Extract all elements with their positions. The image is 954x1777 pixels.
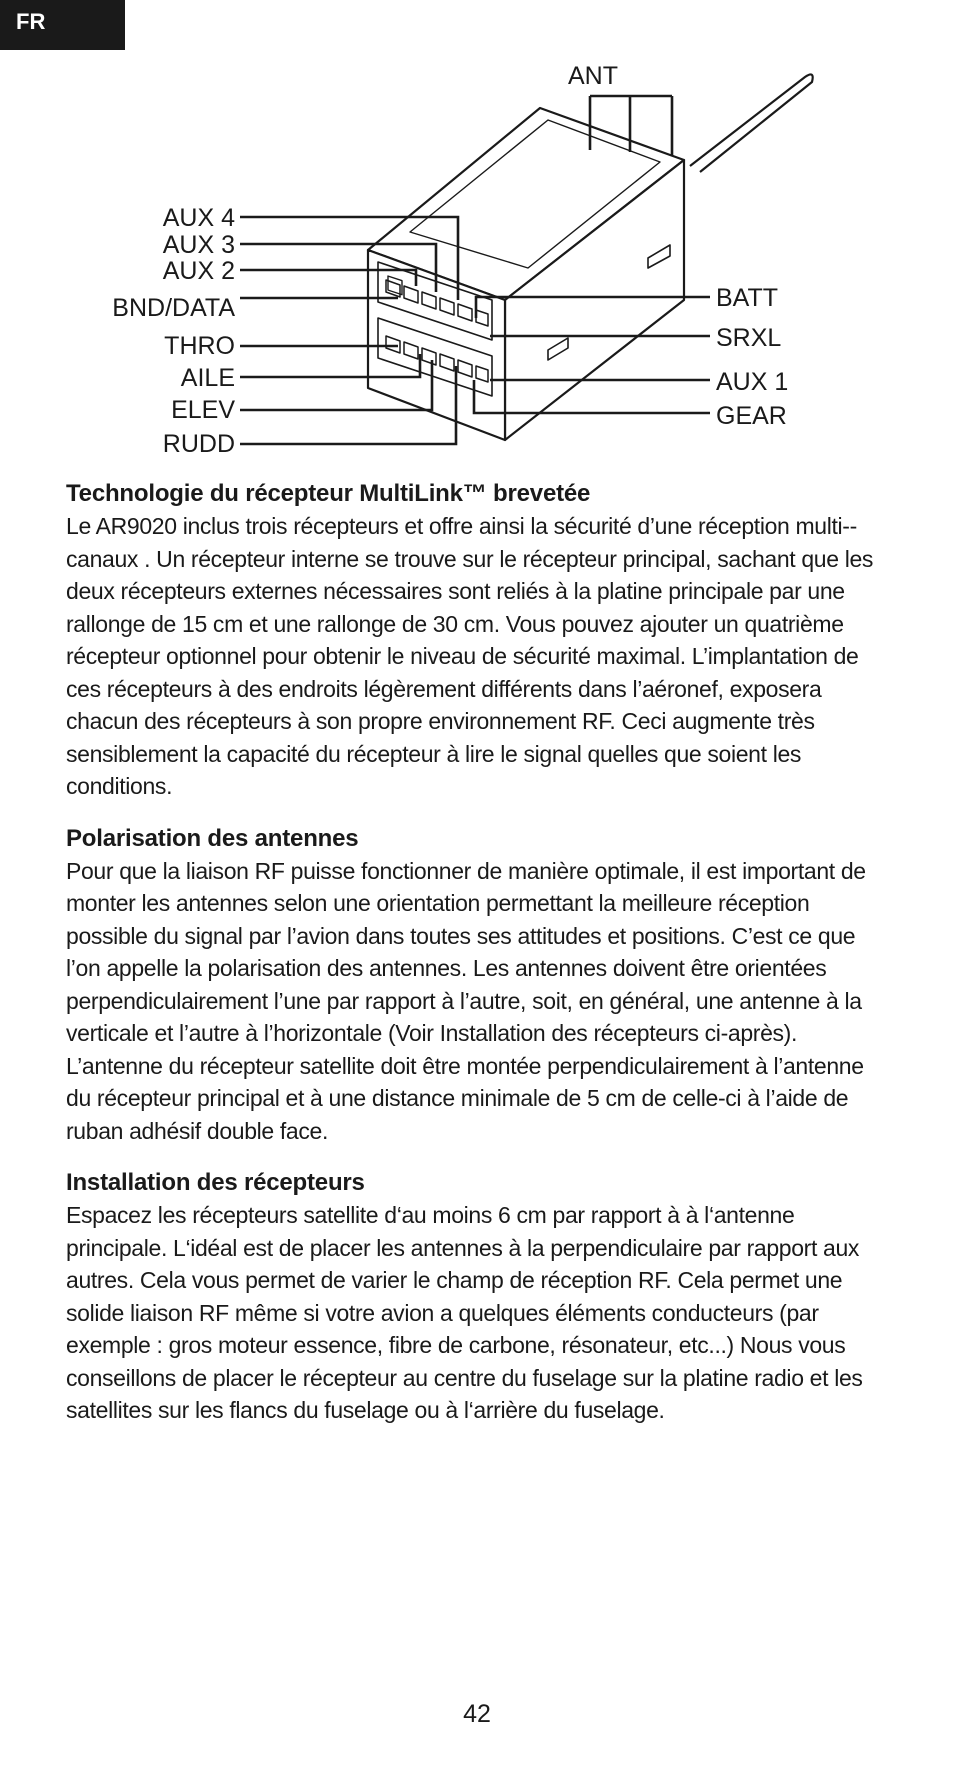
label-srxl: SRXL	[716, 324, 782, 352]
label-elev: ELEV	[171, 396, 235, 424]
section-multilink	[66, 478, 892, 803]
label-aux2: AUX 2	[162, 257, 235, 285]
page-content	[66, 478, 892, 1447]
label-batt: BATT	[716, 284, 779, 312]
left-labels	[112, 204, 235, 458]
label-bnd-data: BND/DATA	[112, 294, 235, 322]
right-labels	[716, 284, 788, 430]
receiver-diagram	[0, 50, 954, 470]
label-ant: ANT	[568, 62, 618, 90]
label-aile: AILE	[180, 364, 235, 392]
section-body: Le AR9020 inclus trois récepteurs et offre ainsi la sécurité d’une réception multi--canaux . Un récepteur interne se trouve sur le récepteur principal, sachant que les deux récepteurs externes nécessaires sont reliés à la platine principale par une rallonge de 15 cm et une rallonge de 30 cm. Vous pouvez ajouter un quatrième récepteur optionnel pour obtenir le niveau de sécurité maximal. L’implantation de ces récepteurs à des endroits légèrement différents dans l’aéronef, exposera chacun des récepteurs à son propre environnement RF. Ceci augmente très sensiblement la capacité du récepteur à lire le signal quelles que soient les conditions.	[66, 513, 874, 799]
section-body: Pour que la liaison RF puisse fonctionner de manière optimale, il est important de monter les antennes selon une orientation permettant la meilleure réception possible du signal par l’avion dans toutes ses attitudes et positions. C’est ce que l’on appelle la polarisation des antennes. Les antennes doivent être orientées perpendiculairement l’une par rapport à l’autre, soit, en général, une antenne à la verticale et l’autre à l’horizontale (Voir Installation des récepteurs ci-après). L’antenne du récepteur satellite doit être montée perpendiculairement à l’antenne du récepteur principal et à une distance minimale de 5 cm de celle-ci à l’aide de ruban adhésif double face.	[66, 857, 866, 1144]
section-polarisation	[66, 823, 892, 1148]
section-title: Technologie du récepteur MultiLink™ brevetée	[66, 480, 591, 507]
section-installation	[66, 1167, 892, 1427]
label-aux1: AUX 1	[716, 368, 789, 396]
label-gear: GEAR	[716, 402, 787, 430]
section-body: Espacez les récepteurs satellite d‘au moins 6 cm par rapport à à l‘antenne principale. L‘idéal est de placer les antennes à la perpendiculaire par rapport aux autres. Cela vous permet de varier le champ de réception RF. Cela permet une solide liaison RF même si votre avion a quelques éléments conducteurs (par exemple : gros moteur essence, fibre de carbone, résonateur, etc...) Nous vous conseillons de placer le récepteur au centre du fuselage sur la platine radio et les satellites sur les flancs du fuselage ou à l‘arrière du fuselage.	[66, 1202, 863, 1423]
label-aux3: AUX 3	[162, 231, 235, 259]
section-title: Polarisation des antennes	[66, 824, 359, 852]
language-tab: FR	[0, 0, 125, 50]
label-rudd: RUDD	[162, 430, 235, 458]
label-thro: THRO	[164, 332, 235, 360]
section-title: Installation des récepteurs	[66, 1169, 365, 1196]
page-number: 42	[463, 1700, 491, 1728]
label-aux4: AUX 4	[162, 204, 235, 232]
